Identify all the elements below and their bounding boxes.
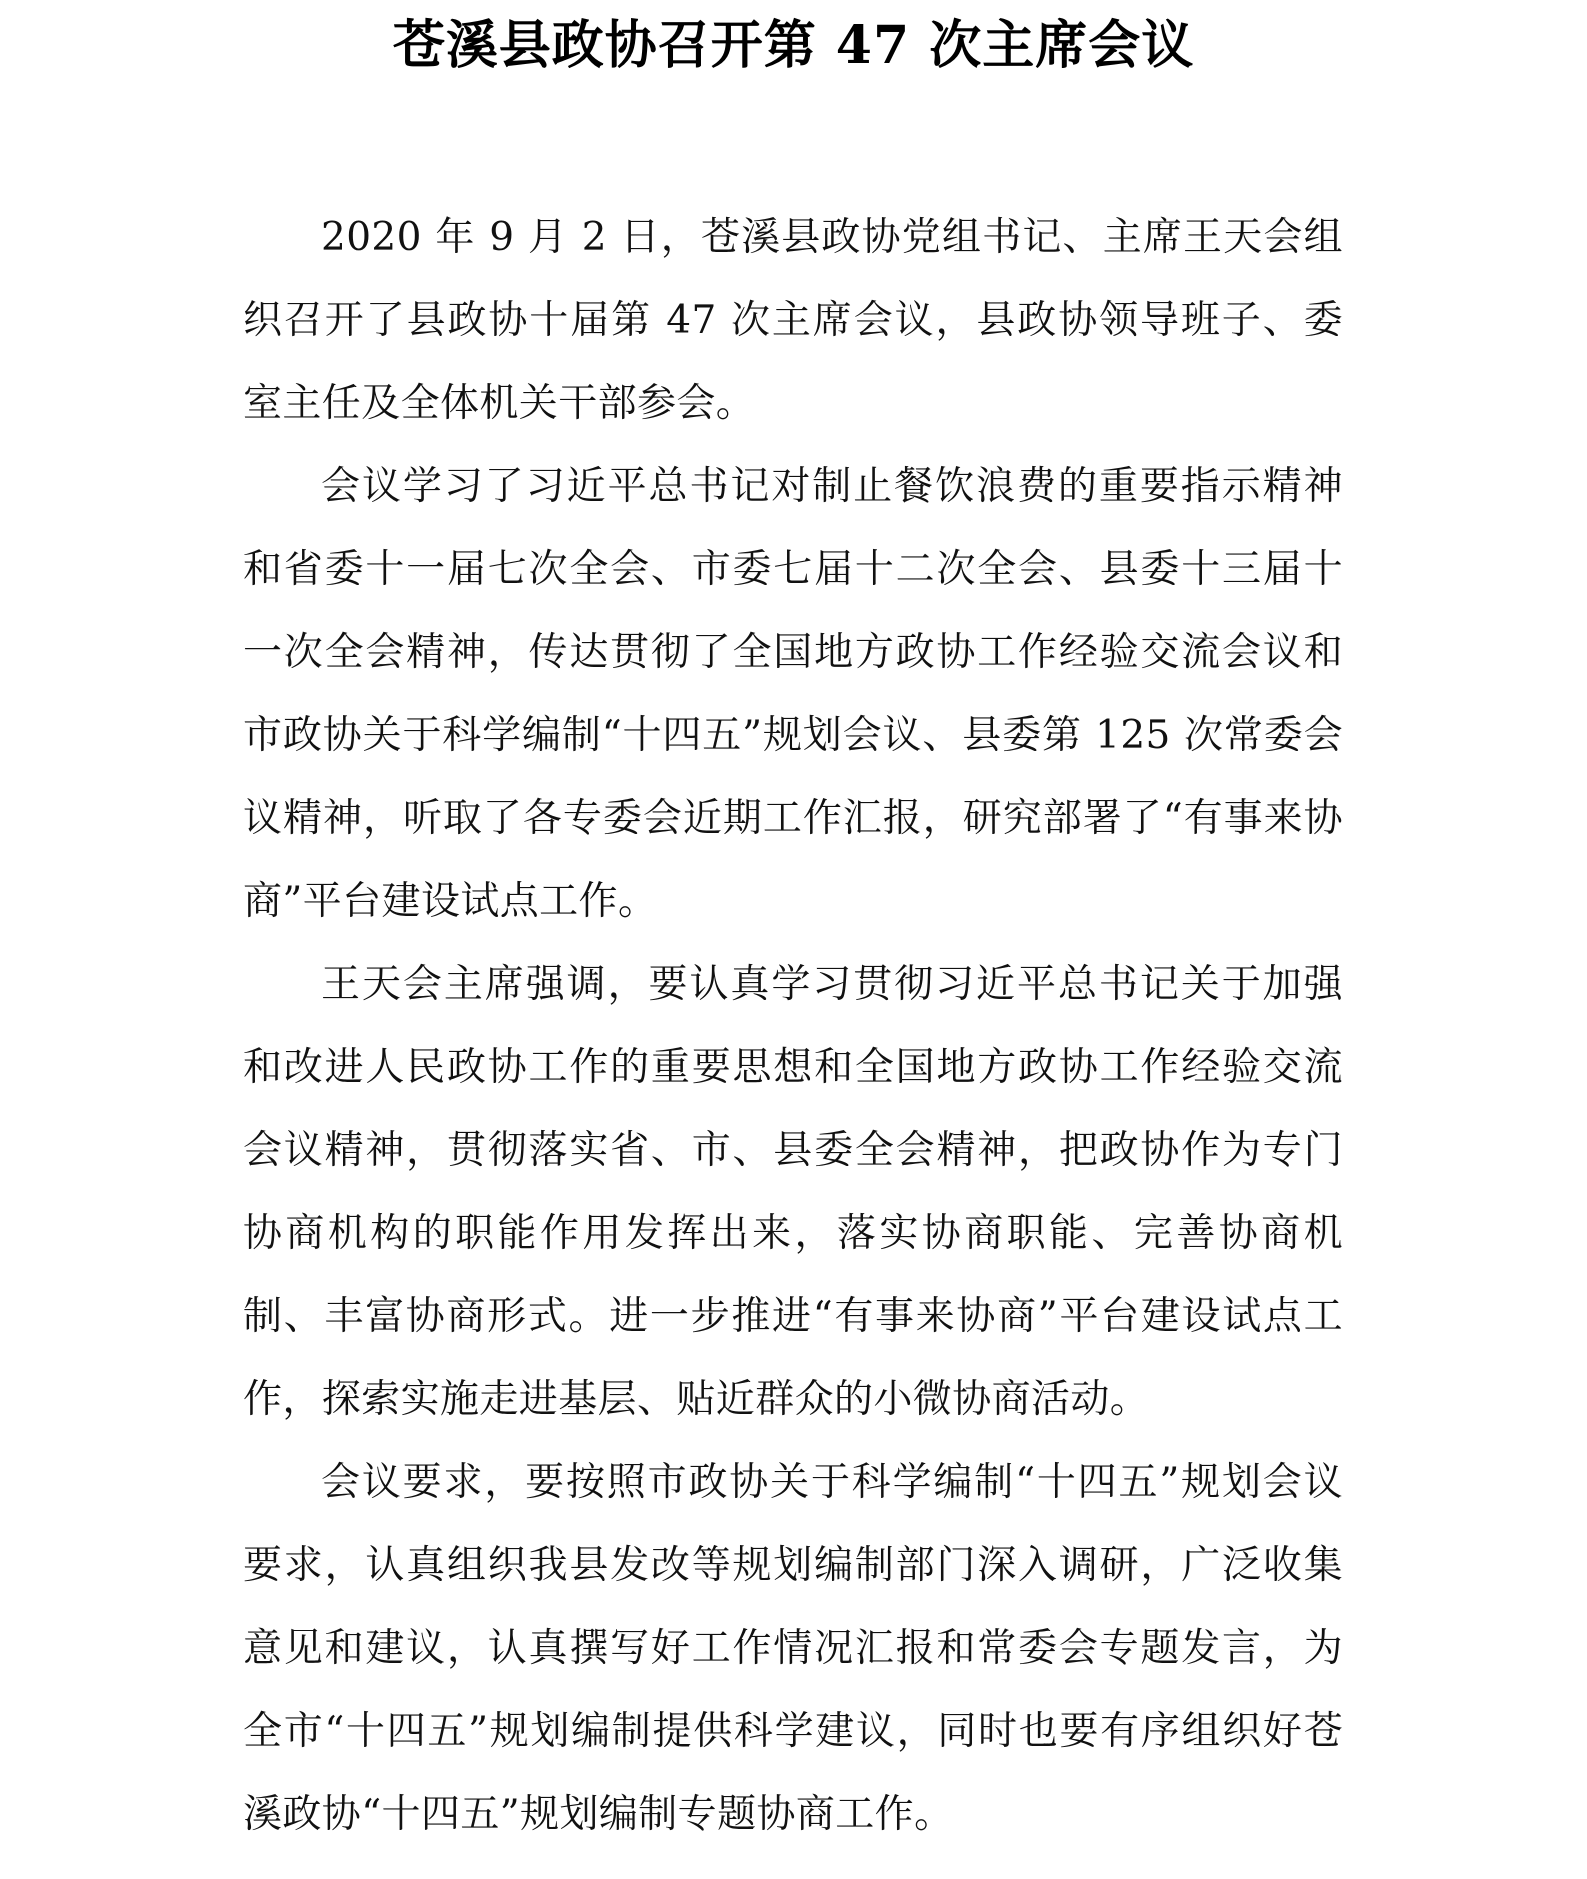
document-body [243, 196, 1343, 1856]
paragraph-meeting-overview: 2020 年 9 月 2 日，苍溪县政协党组书记、主席王天会组织召开了县政协十届第 47 次主席会议，县政协领导班子、委室主任及全体机关干部参会。 [243, 215, 1343, 426]
paragraph-meeting-requirements: 会议要求，要按照市政协关于科学编制“十四五”规划会议要求，认真组织我县发改等规划编制部门深入调研，广泛收集意见和建议，认真撰写好工作情况汇报和常委会专题发言，为全市“十四五”规划编制提供科学建议，同时也要有序组织好苍溪政协“十四五”规划编制专题协商工作。 [243, 1460, 1343, 1837]
document-title: 苍溪县政协召开第 47 次主席会议 [392, 15, 1195, 76]
paragraph-meeting-study: 会议学习了习近平总书记对制止餐饮浪费的重要指示精神和省委十一届七次全会、市委七届十二次全会、县委十三届十一次全会精神，传达贯彻了全国地方政协工作经验交流会议和市政协关于科学编制“十四五”规划会议、县委第 125 次常委会议精神，听取了各专委会近期工作汇报，研究部署了“有事来协商”平台建设试点工作。 [243, 464, 1343, 924]
paragraph-chairman-emphasis: 王天会主席强调，要认真学习贯彻习近平总书记关于加强和改进人民政协工作的重要思想和全国地方政协工作经验交流会议精神，贯彻落实省、市、县委全会精神，把政协作为专门协商机构的职能作用发挥出来，落实协商职能、完善协商机制、丰富协商形式。进一步推进“有事来协商”平台建设试点工作，探索实施走进基层、贴近群众的小微协商活动。 [243, 962, 1343, 1422]
